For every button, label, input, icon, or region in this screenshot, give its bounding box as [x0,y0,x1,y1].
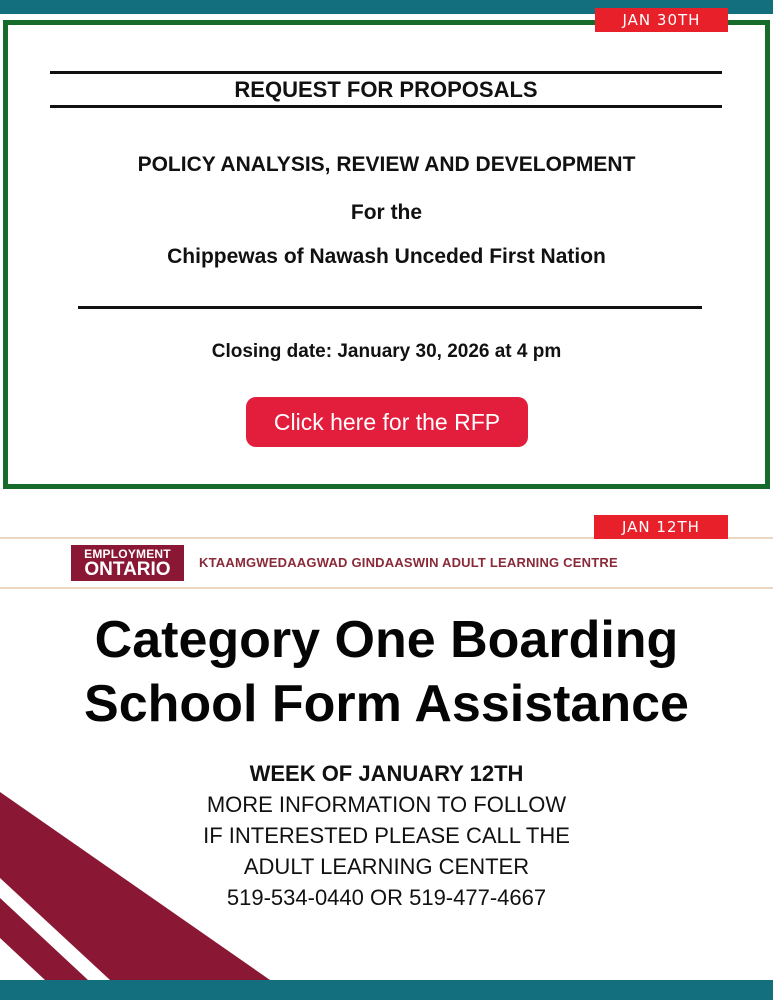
employment-ontario-logo [71,545,184,581]
notice-date-tag: JAN 12TH [594,515,728,539]
info-phone: 519-534-0440 OR 519-477-4667 [226,885,547,910]
rfp-card [3,20,770,489]
notice-title-line-2: School Form Assistance [84,675,689,733]
notice-info [0,758,773,913]
info-call: IF INTERESTED PLEASE CALL THE [203,823,570,848]
rfp-date-tag: JAN 30TH [595,8,728,32]
rfp-organization: Chippewas of Nawash Unceded First Nation [167,245,606,268]
centre-name: KTAAMGWEDAAGWAD GINDAASWIN ADULT LEARNING CENTRE [199,555,618,570]
closing-date: Closing date: January 30, 2026 at 4 pm [211,341,562,362]
rfp-subject: POLICY ANALYSIS, REVIEW AND DEVELOPMENT [137,153,636,176]
top-rule [50,71,722,74]
bottom-bar [0,980,773,1000]
rfp-link-button[interactable]: Click here for the RFP [246,397,528,447]
heading-rule [50,105,722,108]
header-band [0,537,773,589]
rfp-heading: REQUEST FOR PROPOSALS [234,77,538,102]
info-centre: ADULT LEARNING CENTER [243,854,530,879]
notice-title [0,608,773,736]
rfp-for-the: For the [350,201,423,224]
info-more: MORE INFORMATION TO FOLLOW [206,792,567,817]
notice-title-line-1: Category One Boarding [94,611,679,669]
logo-text-employment: EMPLOYMENT [84,547,171,561]
logo-text-ontario: ONTARIO [84,559,171,580]
divider-rule [78,306,702,309]
info-week: WEEK OF JANUARY 12TH [249,761,524,786]
